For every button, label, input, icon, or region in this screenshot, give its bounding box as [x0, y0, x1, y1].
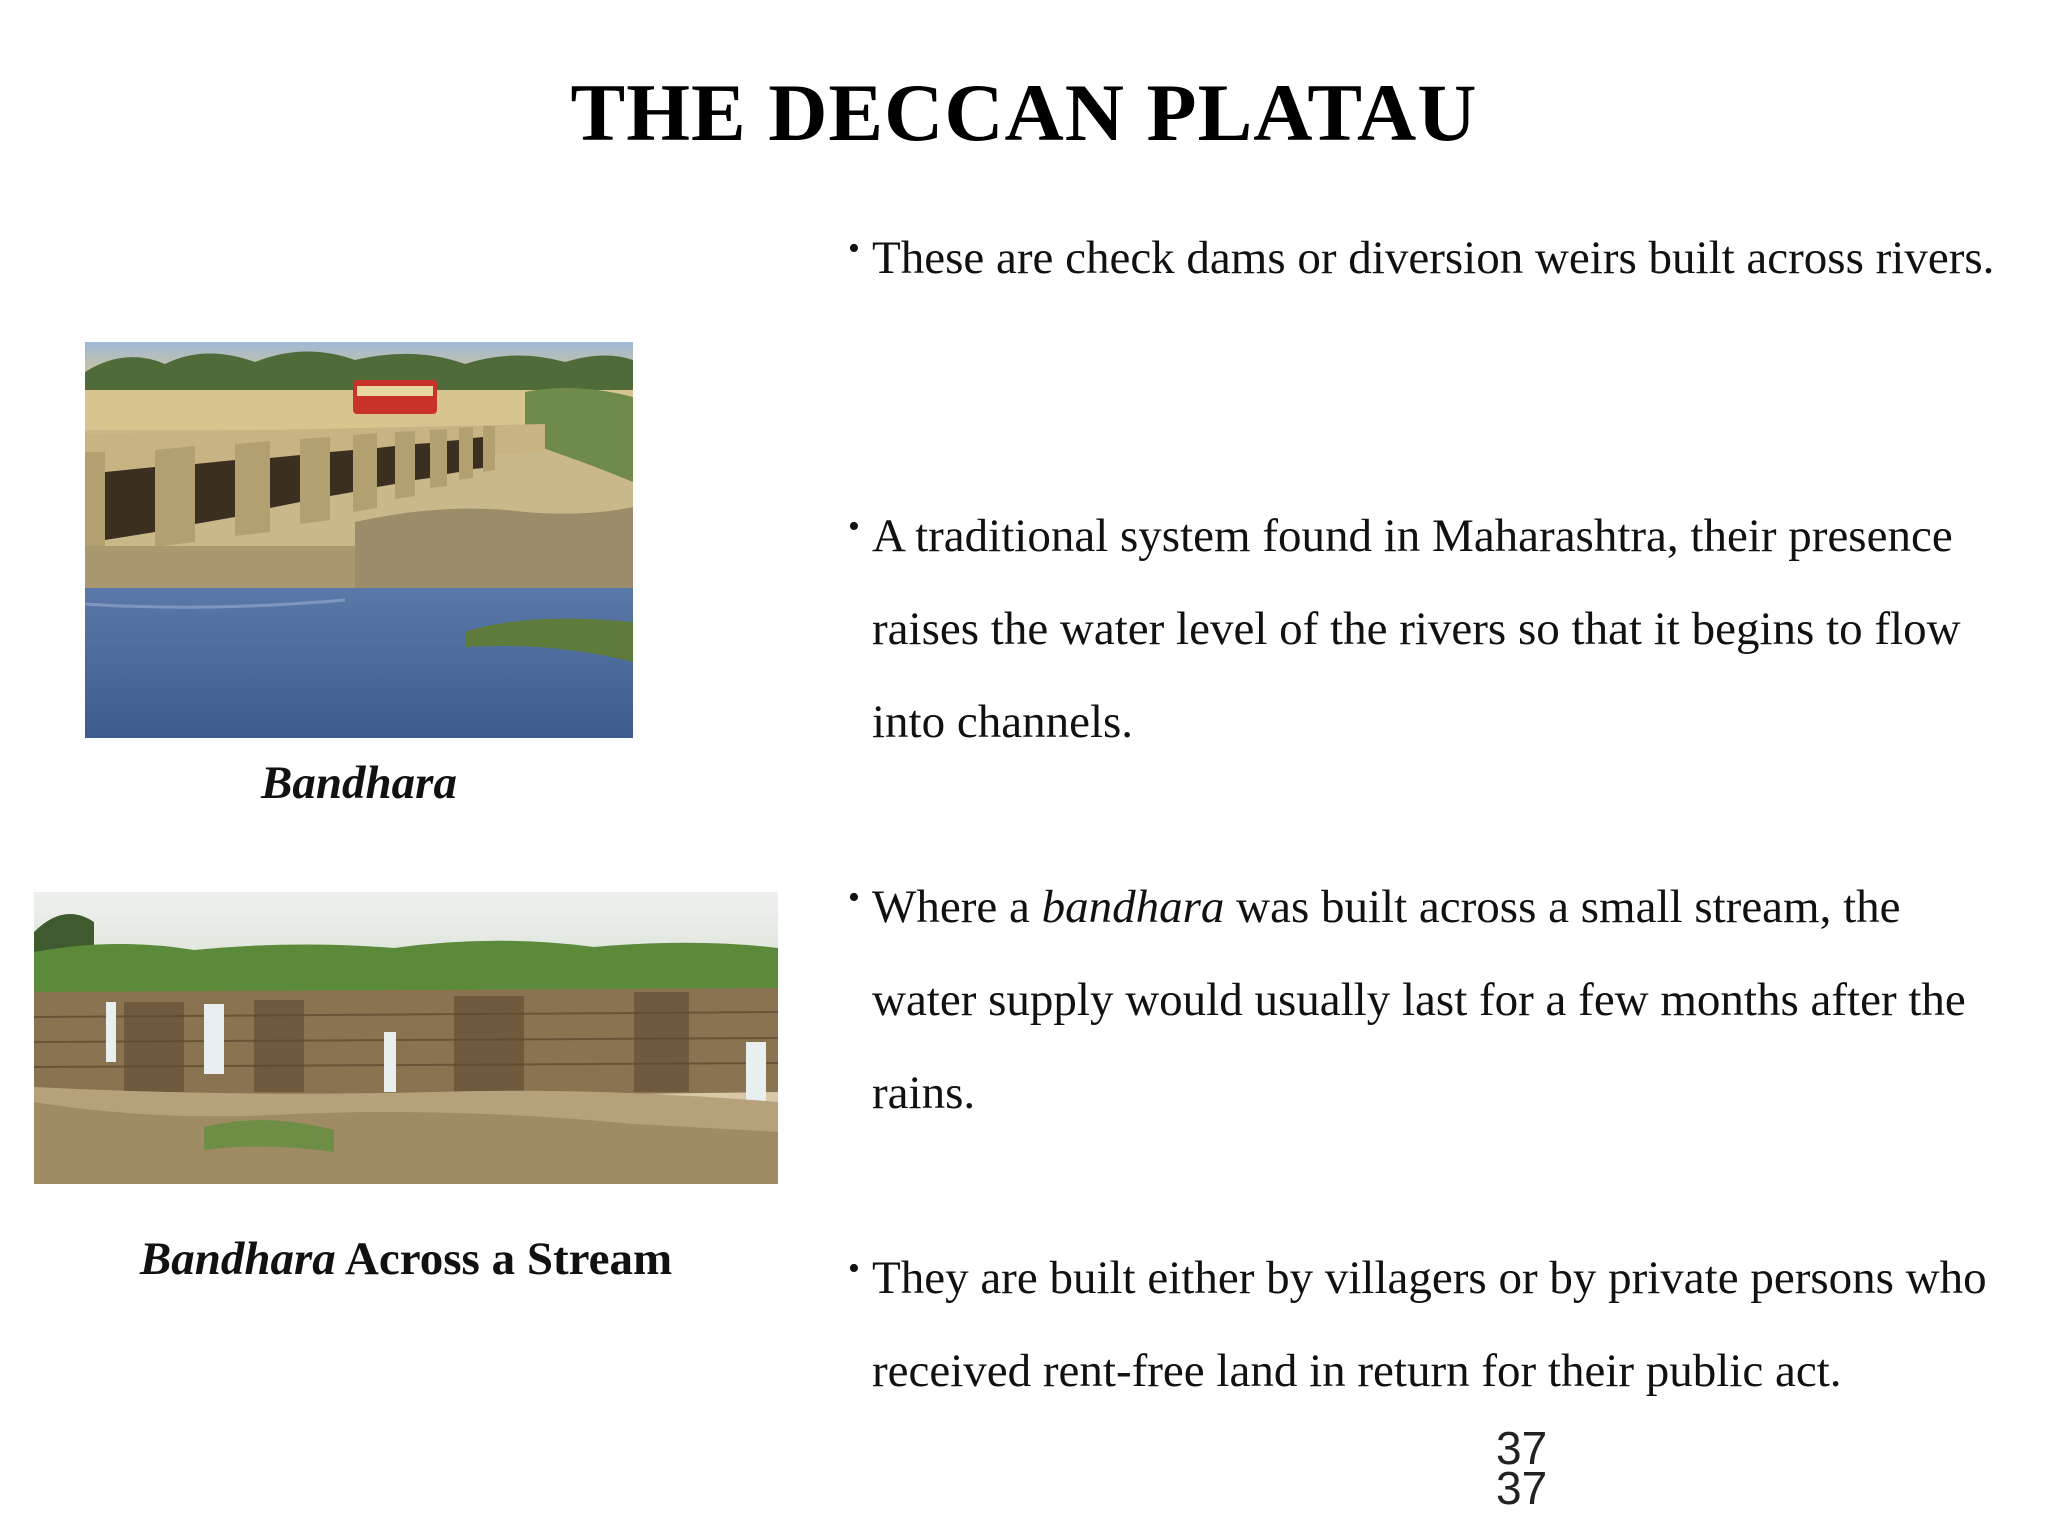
- bullet-dot: •: [848, 879, 860, 916]
- bullet-text-before: Where a: [872, 881, 1042, 933]
- bullet-dot: •: [848, 508, 860, 545]
- page-number-primary: 37: [1496, 1422, 1548, 1474]
- bullet-text: These are check dams or diversion weirs built across rivers.: [872, 232, 1995, 284]
- bullet-item: [836, 861, 2016, 1140]
- bullet-text-after: was built across a small stream, the water supply would usually last for a few months after the rains.: [872, 881, 1966, 1119]
- bandhara-across-stream-caption: [34, 1232, 778, 1286]
- caption-italic-part: Bandhara: [139, 1233, 336, 1285]
- bullet-dot: •: [848, 1250, 860, 1287]
- page-number: [1496, 1422, 1548, 1514]
- bandhara-caption: Bandhara: [261, 757, 457, 809]
- bandhara-photo: [85, 342, 633, 738]
- bullet-text-italic: bandhara: [1041, 881, 1225, 933]
- bullet-text: A traditional system found in Maharashtra, their presence raises the water level of the rivers so that it begins to flow into channels.: [872, 510, 1961, 748]
- bullet-dot: •: [848, 230, 860, 267]
- bandhara-across-stream-photo: [34, 892, 778, 1184]
- caption-rest: Across a Stream: [335, 1233, 673, 1285]
- bullet-item: [836, 212, 1994, 305]
- page-number-duplicate: 37: [1496, 1462, 1548, 1514]
- bullet-text: They are built either by villagers or by private persons who received rent-free land in return for their public act.: [872, 1252, 1987, 1397]
- bullet-item: [836, 1232, 2016, 1418]
- slide-title: THE DECCAN PLATAU: [570, 67, 1478, 158]
- bullet-item: [836, 490, 2016, 769]
